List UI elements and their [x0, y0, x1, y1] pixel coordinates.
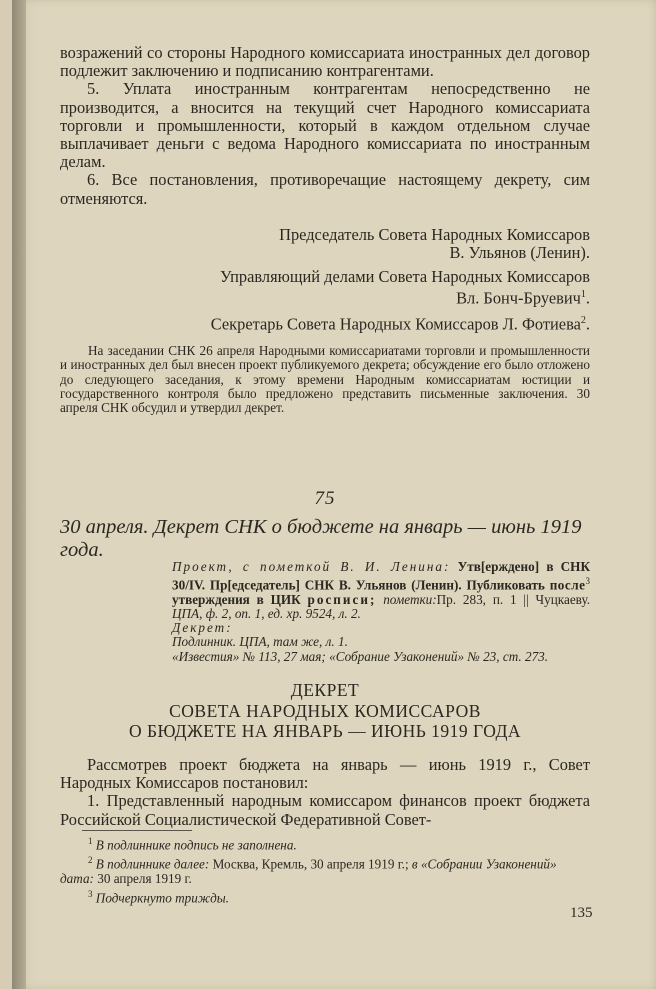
secretary-end: .	[585, 314, 590, 334]
manager-name-line	[60, 286, 590, 308]
manager-end: .	[585, 288, 590, 308]
provenance	[172, 560, 590, 664]
signature-manager	[60, 268, 590, 308]
decree-heading	[60, 680, 590, 742]
footnote-2	[60, 853, 590, 887]
signature-chairman	[60, 226, 590, 262]
chairman-name: В. Ульянов (Ленин).	[449, 243, 590, 263]
decree-preamble: Рассмотрев проект бюджета на январь — июнь 1919 г., Совет Народных Комиссаров постановил:	[60, 755, 590, 793]
footnote-3-mark: 3	[88, 888, 93, 899]
footnote-1	[60, 834, 590, 853]
manager-title: Управляющий делами Совета Народных Комиссаров	[220, 267, 590, 286]
footnote-2-b: Москва, Кремль, 30 апреля 1919 г.;	[212, 856, 409, 872]
footnote-3-text: Подчеркнуто трижды.	[95, 889, 230, 905]
page-gutter	[12, 0, 26, 989]
heading-line-1: ДЕКРЕТ	[290, 680, 360, 700]
footnote-rule	[82, 830, 192, 831]
decree-item-1: 1. Представленный народным комиссаром финансов проект бюджета Российской Социалистической Федеративной Совет-	[60, 791, 590, 829]
footnote-2-d: 30 апреля 1919 г.	[97, 870, 192, 886]
footnotes	[60, 834, 590, 906]
footnote-ref-1: 1	[580, 289, 586, 301]
page-number: 135	[570, 905, 593, 921]
provenance-decree-label: Декрет:	[172, 620, 233, 636]
footnote-1-text: В подлиннике подпись не заполнена.	[95, 837, 297, 853]
provenance-approval: Утв[ерждено] в СНК 30/IV. Пр[едседатель] СНК В. Ульянов (Ленин). Публиковать	[172, 559, 590, 593]
provenance-draft	[172, 560, 590, 621]
footnote-3	[60, 887, 590, 906]
decree-text	[60, 756, 590, 829]
editorial-note: На заседании СНК 26 апреля Народными комиссариатами торговли и промышленности и иностранных дел был внесен проект публикуемого декрета; обсуждение его было отложено до следующего заседания, к этому времени Народным комиссариатам юстиции и государственного контроля было предложено представить письменные заключения. 30 апреля СНК обсудил и утвердил декрет.	[60, 343, 590, 416]
provenance-marks: Пр. 283, п. 1 || Чуцкаеву.	[436, 591, 591, 607]
document-title: 30 апреля. Декрет СНК о бюджете на январь — июнь 1919 года.	[60, 516, 582, 561]
signature-secretary	[60, 312, 590, 334]
paragraph-contracts: возражений со стороны Народного комиссариата иностранных дел договор подлежит заключению и подписанию контрагентами.	[60, 43, 590, 81]
continued-text	[60, 44, 590, 208]
provenance-cik: утверждения в ЦИК	[172, 591, 301, 607]
provenance-original: Подлинник. ЦПА, там же, л. 1.	[172, 634, 348, 650]
provenance-after: после	[549, 577, 586, 593]
footnote-2-c: в «Собрании Узаконений» дата:	[60, 856, 557, 886]
provenance-marks-label: пометки:	[383, 591, 437, 607]
provenance-budget: росписи;	[307, 591, 377, 607]
footnote-ref-2: 2	[580, 315, 586, 326]
provenance-publication: «Известия» № 113, 27 мая; «Собрание Узаконений» № 23, ст. 273.	[172, 648, 549, 664]
paragraph-item-6: 6. Все постановления, противоречащие настоящему декрету, сим отменяются.	[60, 170, 590, 208]
footnote-ref-3: 3	[585, 576, 591, 587]
footnote-1-mark: 1	[88, 836, 93, 846]
manager-name: Вл. Бонч-Бруевич	[456, 288, 581, 308]
provenance-draft-label: Проект, с пометкой В. И. Ленина:	[172, 559, 451, 574]
provenance-archive: ЦПА, ф. 2, оп. 1, ед. хр. 9524, л. 2.	[172, 606, 361, 621]
footnote-2-mark: 2	[88, 854, 93, 865]
heading-line-3: О БЮДЖЕТЕ НА ЯНВАРЬ — ИЮНЬ 1919 ГОДА	[128, 721, 522, 741]
chairman-title: Председатель Совета Народных Комиссаров	[279, 225, 590, 244]
secretary-text: Секретарь Совета Народных Комиссаров Л. Фотиева	[210, 314, 581, 334]
heading-line-2: СОВЕТА НАРОДНЫХ КОМИССАРОВ	[169, 700, 481, 721]
document-number: 75	[314, 488, 336, 509]
footnote-2-a: В подлиннике далее:	[95, 856, 210, 872]
paragraph-item-5: 5. Уплата иностранным контрагентам непосредственно не производится, а вносится на текущий счет Народного комиссариата торговли и промышленности, который в каждом отдельном случае выплачивает деньги с ведома Народного комиссариата по иностранным делам.	[60, 79, 590, 172]
